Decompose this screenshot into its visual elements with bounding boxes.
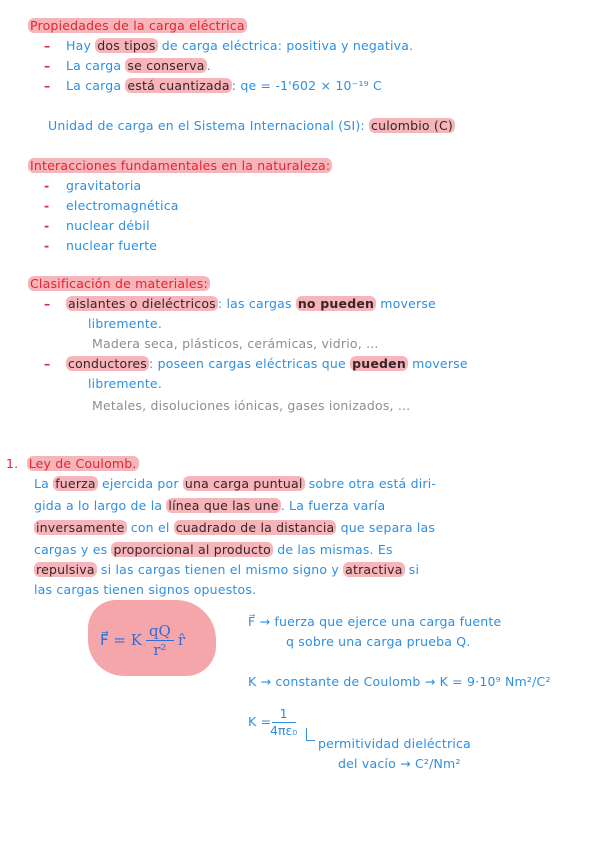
k-fraction (270, 706, 297, 739)
text-fragment: F⃗ → fuerza que ejerce una carga fuente (248, 614, 502, 629)
coulomb-paragraph-line-2 (34, 498, 385, 514)
text-fragment: gida a lo largo de la (34, 498, 167, 513)
title-highlight: Interacciones fundamentales en la naturaleza: (30, 158, 331, 173)
bullet-dash-icon: - (44, 178, 50, 193)
text-fragment: q sobre una carga prueba Q. (286, 634, 471, 649)
section-number: 1. (6, 456, 19, 471)
formula-lhs: F⃗ = K (100, 631, 142, 649)
force-note-line-2 (286, 634, 471, 650)
text-fragment: Madera seca, plásticos, cerámicas, vidrio, ... (92, 336, 379, 351)
bullet-dash-icon: – (44, 58, 51, 73)
section-title-coulomb (6, 456, 139, 472)
bullet-dash-icon: – (44, 78, 51, 93)
coulomb-paragraph-line-3 (34, 520, 435, 536)
text-fragment: Hay (66, 38, 96, 53)
text-fragment: con el (126, 520, 174, 535)
highlighted-term: repulsiva (36, 562, 95, 577)
highlighted-term: línea que las une (168, 498, 279, 513)
permittivity-line-1 (318, 736, 471, 752)
highlighted-term: fuerza (55, 476, 96, 491)
text-fragment: La carga (66, 78, 126, 93)
fraction-denominator: 4πε₀ (270, 723, 298, 738)
highlighted-term: dos tipos (97, 38, 156, 53)
coulomb-paragraph-line-1 (34, 476, 436, 492)
interaction-item (44, 198, 179, 214)
text-fragment: La carga (66, 58, 126, 73)
material-conductors (44, 356, 468, 372)
bullet-dash-icon: – (44, 296, 51, 311)
text-fragment: moverse (407, 356, 468, 371)
text-fragment: nuclear débil (66, 218, 150, 233)
text-fragment: La (34, 476, 54, 491)
highlighted-term: culombio (C) (371, 118, 454, 133)
highlighted-term: atractiva (345, 562, 403, 577)
text-fragment: K = (248, 714, 272, 729)
title-highlight: Ley de Coulomb. (28, 456, 137, 471)
text-fragment: : poseen cargas eléctricas que (149, 356, 351, 371)
highlighted-term: cuadrado de la distancia (175, 520, 335, 535)
text-fragment: que separa las (336, 520, 436, 535)
highlighted-term: pueden (352, 356, 406, 371)
text-fragment: K → constante de Coulomb → K = 9·10⁹ Nm²/C² (248, 674, 551, 689)
text-fragment: gravitatoria (66, 178, 142, 193)
bullet-dash-icon: – (44, 38, 51, 53)
conductor-examples (92, 398, 410, 414)
interaction-item (44, 178, 141, 194)
text-fragment: sobre otra está diri- (304, 476, 437, 491)
section-title-materials (28, 276, 210, 292)
text-fragment: de las mismas. Es (273, 542, 393, 557)
bullet-dash-icon: - (44, 218, 50, 233)
formula-fraction (146, 622, 174, 659)
text-fragment: libremente. (88, 376, 162, 391)
permittivity-line-2 (338, 756, 461, 772)
hook-arrow-icon (306, 728, 315, 741)
title-highlight: Propiedades de la carga eléctrica (30, 18, 245, 33)
text-fragment: del vacío → C²/Nm² (338, 756, 461, 771)
text-fragment: Unidad de carga en el Sistema Internacional (SI): (48, 118, 369, 133)
material-insulators (44, 296, 436, 312)
coulomb-paragraph-line-4 (34, 542, 393, 558)
coulomb-paragraph-line-6 (34, 582, 256, 598)
highlighted-term: no pueden (297, 296, 375, 311)
k-equals-label (248, 714, 271, 730)
text-fragment: de carga eléctrica: positiva y negativa. (157, 38, 414, 53)
coulomb-constant-line (248, 674, 551, 690)
text-fragment: electromagnética (66, 198, 179, 213)
material-conductors-cont (88, 376, 162, 392)
text-fragment: moverse (376, 296, 436, 311)
text-fragment: Metales, disoluciones iónicas, gases ionizados, ... (92, 398, 411, 413)
text-fragment: : qe = -1'602 × 10⁻¹⁹ C (231, 78, 382, 93)
highlighted-term: está cuantizada (127, 78, 230, 93)
unit-vector: r̂ (177, 631, 186, 649)
text-fragment: . La fuerza varía (280, 498, 386, 513)
coulomb-formula (100, 615, 185, 665)
fraction-denominator: r² (153, 640, 167, 659)
text-fragment: las cargas tienen signos opuestos. (34, 582, 257, 597)
material-insulators-cont (88, 316, 162, 332)
bullet-dash-icon: - (44, 198, 50, 213)
interaction-item (44, 218, 150, 234)
text-fragment: si (404, 562, 420, 577)
force-note-line-1 (248, 614, 501, 630)
highlighted-term: conductores (68, 356, 147, 371)
text-fragment: libremente. (88, 316, 162, 331)
text-fragment: cargas y es (34, 542, 112, 557)
text-fragment: . (206, 58, 211, 73)
section-title-properties (28, 18, 247, 34)
text-fragment: si las cargas tienen el mismo signo y (96, 562, 344, 577)
highlighted-term: se conserva (127, 58, 205, 73)
text-fragment: permitividad dieléctrica (318, 736, 471, 751)
fraction-numerator: qQ (146, 622, 174, 641)
text-fragment: nuclear fuerte (66, 238, 158, 253)
highlighted-term: proporcional al producto (113, 542, 272, 557)
interaction-item (44, 238, 157, 254)
property-item-2 (44, 58, 211, 74)
insulator-examples (92, 336, 379, 352)
bullet-dash-icon: - (44, 238, 50, 253)
coulomb-paragraph-line-5 (34, 562, 419, 578)
text-fragment: : las cargas (217, 296, 296, 311)
text-fragment: ejercida por (97, 476, 183, 491)
si-unit-line (48, 118, 455, 134)
property-item-3 (44, 78, 382, 94)
fraction-numerator: 1 (272, 706, 296, 723)
highlighted-term: aislantes o dieléctricos (68, 296, 216, 311)
title-highlight: Clasificación de materiales: (30, 276, 208, 291)
highlighted-term: inversamente (36, 520, 125, 535)
section-title-interactions (28, 158, 332, 174)
highlighted-term: una carga puntual (184, 476, 303, 491)
bullet-dash-icon: – (44, 356, 51, 371)
property-item-1 (44, 38, 413, 54)
